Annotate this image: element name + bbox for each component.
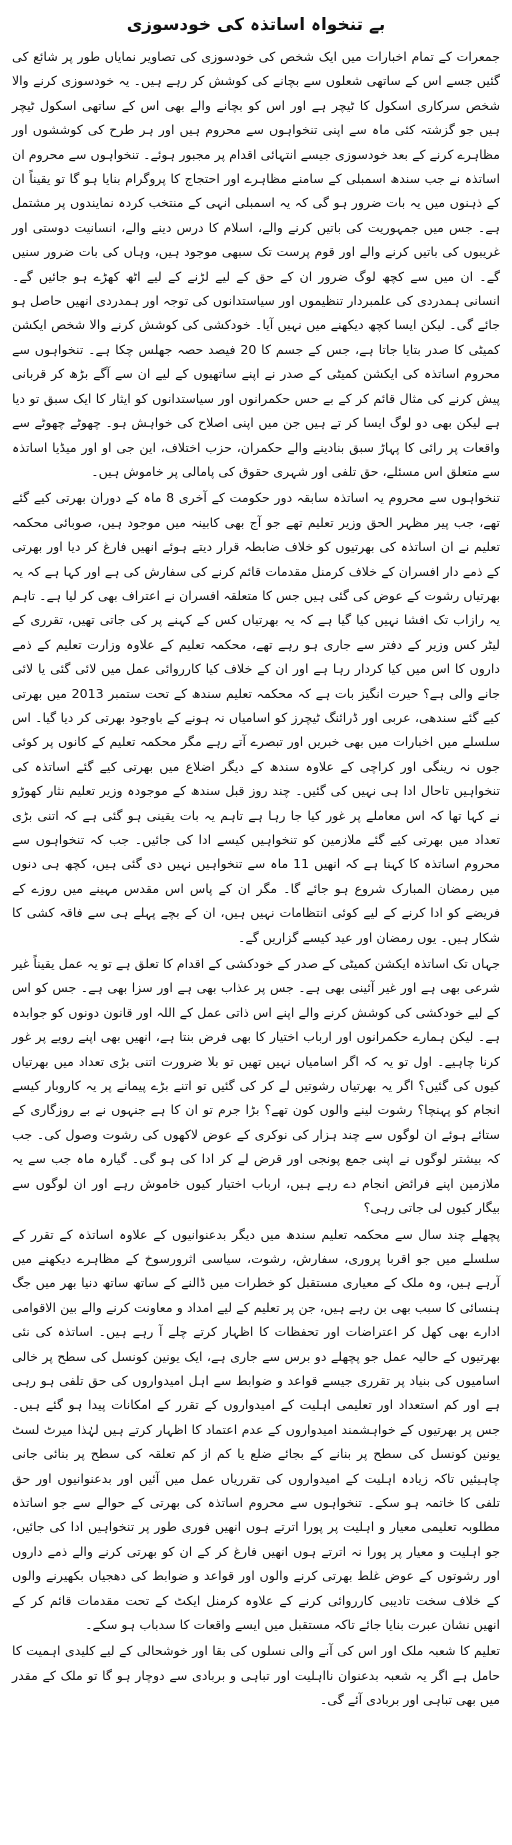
article-paragraph-2: تنخواہوں سے محروم یہ اساتذہ سابقہ دور حکومت کے آخری 8 ماہ کے دوران بھرتی کیے گئے تھے، جب پیر مظہر الحق وزیر تعلیم تھے جو آج بھی کابینہ میں موجود ہیں، صوبائی محکمہ تعلیم نے ان اساتذہ کی بھرتیوں کو خلاف ضابطہ قرار دیتے ہوئے انھیں فارغ کر دیا اور بھرتی کے ذمے دار افسران کے خلاف کرمنل مقدمات قائم کرنے کی سفارش کی ہے اور کہا ہے کہ یہ بھرتیاں رشوت کے عوض کی گئی ہیں جس کا متعلقہ افسران نے اعتراف بھی کر لیا ہے۔ تاہم یہ رازاب تک افشا نہیں کیا گیا ہے کہ یہ بھرتیاں کس کے کہنے پر کی جاتی تھیں، تقرری کے لیٹر کس وزیر کے دفتر سے جاری ہو رہے تھے، محکمہ تعلیم کے علاوہ وزارت تعلیم کے ذمے داروں کا اس میں کیا کردار رہا ہے اور ان کے خلاف کیا کارروائی عمل میں لائی گئی یا لائی جانے والی ہے؟ حیرت انگیز بات ہے کہ محکمہ تعلیم سندھ کے تحت ستمبر 2013 میں بھرتی کیے گئے سندھی، عربی اور ڈرائنگ ٹیچرز کو اسامیاں نہ ہونے کے باوجود بھرتی کر دیا گیا۔ اس سلسلے میں اخبارات میں بھی خبریں اور تبصرے آتے رہے مگر محکمہ تعلیم کے کانوں پر کوئی جوں نہ رینگی اور کراچی کے علاوہ سندھ کے دیگر اضلاع میں بھرتی کیے گئے اساتذہ کی تنخواہیں تاحال ادا ہی نہیں کی گئیں۔ چند روز قبل سندھ کے موجودہ وزیر تعلیم نثار کھوڑو نے کہا تھا کہ اس معاملے پر غور کیا جا رہا ہے تاہم یہ بات یقینی ہو گئی ہے کہ اتنی بڑی تعداد میں بھرتی کیے گئے ملازمین کو تنخواہیں کیسے ادا کی جائیں۔ جب کہ تنخواہوں سے محروم اساتذہ کا کہنا ہے کہ انھیں 11 ماہ سے تنخواہیں نہیں دی گئی ہیں، کچھ ہی دنوں میں رمضان المبارک شروع ہو جائے گا۔ مگر ان کے پاس اس مقدس مہینے میں روزے کے فریضے کو ادا کرنے کے لیے کوئی انتظامات نہیں ہیں، ان کے بچے پہلے ہی سے فاقہ کشی کا شکار ہیں۔ یوں رمضان اور عید کیسے گزاریں گے۔ <box>12 490 500 945</box>
article-title: بے تنخواہ اساتذہ کی خودسوزی <box>126 15 386 35</box>
article-paragraph-3: جہاں تک اساتذہ ایکشن کمیٹی کے صدر کے خودکشی کے اقدام کا تعلق ہے تو یہ عمل یقیناً غیر شرعی بھی ہے اور غیر آئینی بھی ہے۔ جس پر عذاب بھی ہے اور سزا بھی ہے۔ جس کو اس کے لیے خودکشی کی کوشش کرنے والے اپنے اس ذاتی عمل کے اللہ اور قانون دونوں کو جوابدہ ہے۔ لیکن ہمارے حکمرانوں اور ارباب اختیار کا بھی فرض بنتا ہے، انھیں بھی اپنے رویے پر غور کرنا چاہیے۔ اول تو یہ کہ اگر اسامیاں نہیں تھیں تو بلا ضرورت اتنی بڑی تعداد میں بھرتیاں کیوں کی گئیں؟ اگر یہ بھرتیاں رشوتیں لے کر کی گئیں تو اتنے بڑے پیمانے پر یہ کاروبار کیسے انجام کو پہنچا؟ رشوت لینے والوں کون تھے؟ بڑا جرم تو ان کا ہے جنہوں نے بے روزگاری کے ستائے ہوئے ان لوگوں سے چند ہزار کی نوکری کے عوض لاکھوں کی رشوت وصول کی۔ جب کہ بیشتر لوگوں نے اپنی جمع پونجی اور قرض لے کر ادا کی ہو گی۔ گیارہ ماہ جب سے یہ ملازمین اپنے فرائض انجام دے رہے ہیں، ارباب اختیار کیوں خاموش رہے اور ان لوگوں سے بیگار کیوں لی جاتی رہی؟ <box>12 956 500 1216</box>
article-paragraph-1: جمعرات کے تمام اخبارات میں ایک شخص کی خودسوزی کی تصاویر نمایاں طور پر شائع کی گئیں جسے اس کے ساتھی شعلوں سے بچانے کی کوشش کر رہے ہیں۔ یہ خودسوزی کرنے والا شخص سرکاری اسکول کا ٹیچر ہے اور اس کو بچانے والے بھی اس کے ساتھی اسکول ٹیچر ہیں جو گزشتہ کئی ماہ سے اپنی تنخواہوں سے محروم ہیں اور ہر طرح کی کوششوں اور مظاہرے کرنے کے بعد خودسوزی جیسے انتہائی اقدام پر مجبور ہوئے۔ تنخواہوں سے محروم ان اساتذہ نے جب سندھ اسمبلی کے سامنے مظاہرے اور احتجاج کا پروگرام بنایا ہو گا تو یقیناً ان کے ذہنوں میں یہ بات ضرور ہو گی کہ یہ اسمبلی انہی کے منتخب کردہ نمایندوں پر مشتمل ہے۔ جس میں جمہوریت کی باتیں کرنے والے، اسلام کا درس دینے والے، انسانیت دوستی اور غریبوں کی باتیں کرنے والے اور قوم پرست تک سبھی موجود ہیں، وہاں کی بات ضرور سنیں گے۔ ان میں سے کچھ لوگ ضرور ان کے حق کے لیے لڑنے کے لیے اٹھ کھڑے ہو جائیں گے۔ انسانی ہمدردی کی علمبردار تنظیموں اور سیاستدانوں کی توجہ اور ہمدردی انھیں حاصل ہو جائے گی۔ لیکن ایسا کچھ دیکھنے میں نہیں آیا۔ خودکشی کی کوشش کرنے والا شخص ایکشن کمیٹی کا صدر بتایا جاتا ہے، جس کے جسم کا 20 فیصد حصہ جھلس چکا ہے۔ تنخواہوں سے محروم اساتذہ کی ایکشن کمیٹی کے صدر نے اپنے ساتھیوں کے لیے ان سے آگے بڑھ کر قربانی پیش کرنے کی مثال قائم کر کے بے حس حکمرانوں اور سیاستدانوں کو ایثار کا ایک سبق تو دیا ہے لیکن بھی دو لوگ ایسا کر تے ہیں جن میں اپنی اصلاح کی خواہش ہو۔ چھوٹے چھوٹے سے واقعات پر رائی کا پہاڑ سبق بنادینے والے حکمران، حزب اختلاف، این جی او اور میڈیا اساتذہ سے متعلق اس مسئلے، حق تلفی اور شہری حقوق کی پامالی پر خاموش ہیں۔ <box>12 49 500 479</box>
article-paragraph-4: پچھلے چند سال سے محکمہ تعلیم سندھ میں دیگر بدعنوانیوں کے علاوہ اساتذہ کے تقرر کے سلسلے میں جو اقربا پروری، سفارش، رشوت، سیاسی اثرورسوخ کے مظاہرے دیکھنے میں آرہے ہیں، وہ ملک کے معیاری مستقبل کو خطرات میں ڈالنے کے ساتھ ساتھ دنیا بھر میں جگ ہنسائی کا سبب بھی بن رہے ہیں، جن پر تعلیم کے لیے امداد و معاونت کرنے والے بین الاقوامی ادارے بھی کھل کر اعتراضات اور تحفظات کا اظہار کرتے چلے آ رہے ہیں۔ اساتذہ کی نئی بھرتیوں کے حالیہ عمل جو پچھلے دو برس سے جاری ہے، ایک یونین کونسل کی سطح پر خالی اسامیوں کی بنیاد پر تقرری جیسے قواعد و ضوابط سے اہل امیدواروں کی حق تلفی ہو رہی ہے اور کم استعداد اور تعلیمی اہلیت کے امیدواروں کے تقرر کے امکانات پیدا ہو گئے ہیں۔ جس پر بھرتیوں کے خواہشمند امیدواروں کے عدم اعتماد کا اظہار کرتے ہیں لہٰذا میرٹ لسٹ یونین کونسل کی سطح پر بنانے کے بجائے ضلع یا کم از کم تعلقہ کی سطح پر بنائی جانی چاہیئیں تاکہ زیادہ اہلیت کے امیدواروں کی تقرریاں عمل میں آئیں اور بدعنوانیوں اور حق تلفی کا خاتمہ ہو سکے۔ تنخواہوں سے محروم اساتذہ کی بھرتی کے حوالے سے جو اساتذہ مطلوبہ تعلیمی معیار و اہلیت پر پورا اترتے ہوں انھیں فوری طور پر تنخواہیں ادا کی جائیں، جو اہلیت و معیار پر پورا نہ اترتے ہوں انھیں فارغ کر کے ان کو بھرتی کرنے والے ذمے داروں اور رشوتوں کے عوض غلط بھرتی کرنے والوں اور قواعد و ضوابط کی دھجیاں بکھیرنے والوں کے خلاف سخت تادیبی کارروائی کرنے کے علاوہ کرمنل ایکٹ کے تحت مقدمات قائم کر کے انھیں نشان عبرت بنایا جائے تاکہ مستقبل میں ایسے واقعات کا سدباب ہو سکے۔ <box>12 1226 500 1632</box>
article-paragraph-5: تعلیم کا شعبہ ملک اور اس کی آنے والی نسلوں کی بقا اور خوشحالی کے لیے کلیدی اہمیت کا حامل ہے اگر یہ شعبہ بدعنوان نااہلیت اور تباہی و بربادی سے دوچار ہو گا تو ملک کے مقدر میں بھی تباہی اور بربادی آئے گی۔ <box>12 1643 500 1708</box>
